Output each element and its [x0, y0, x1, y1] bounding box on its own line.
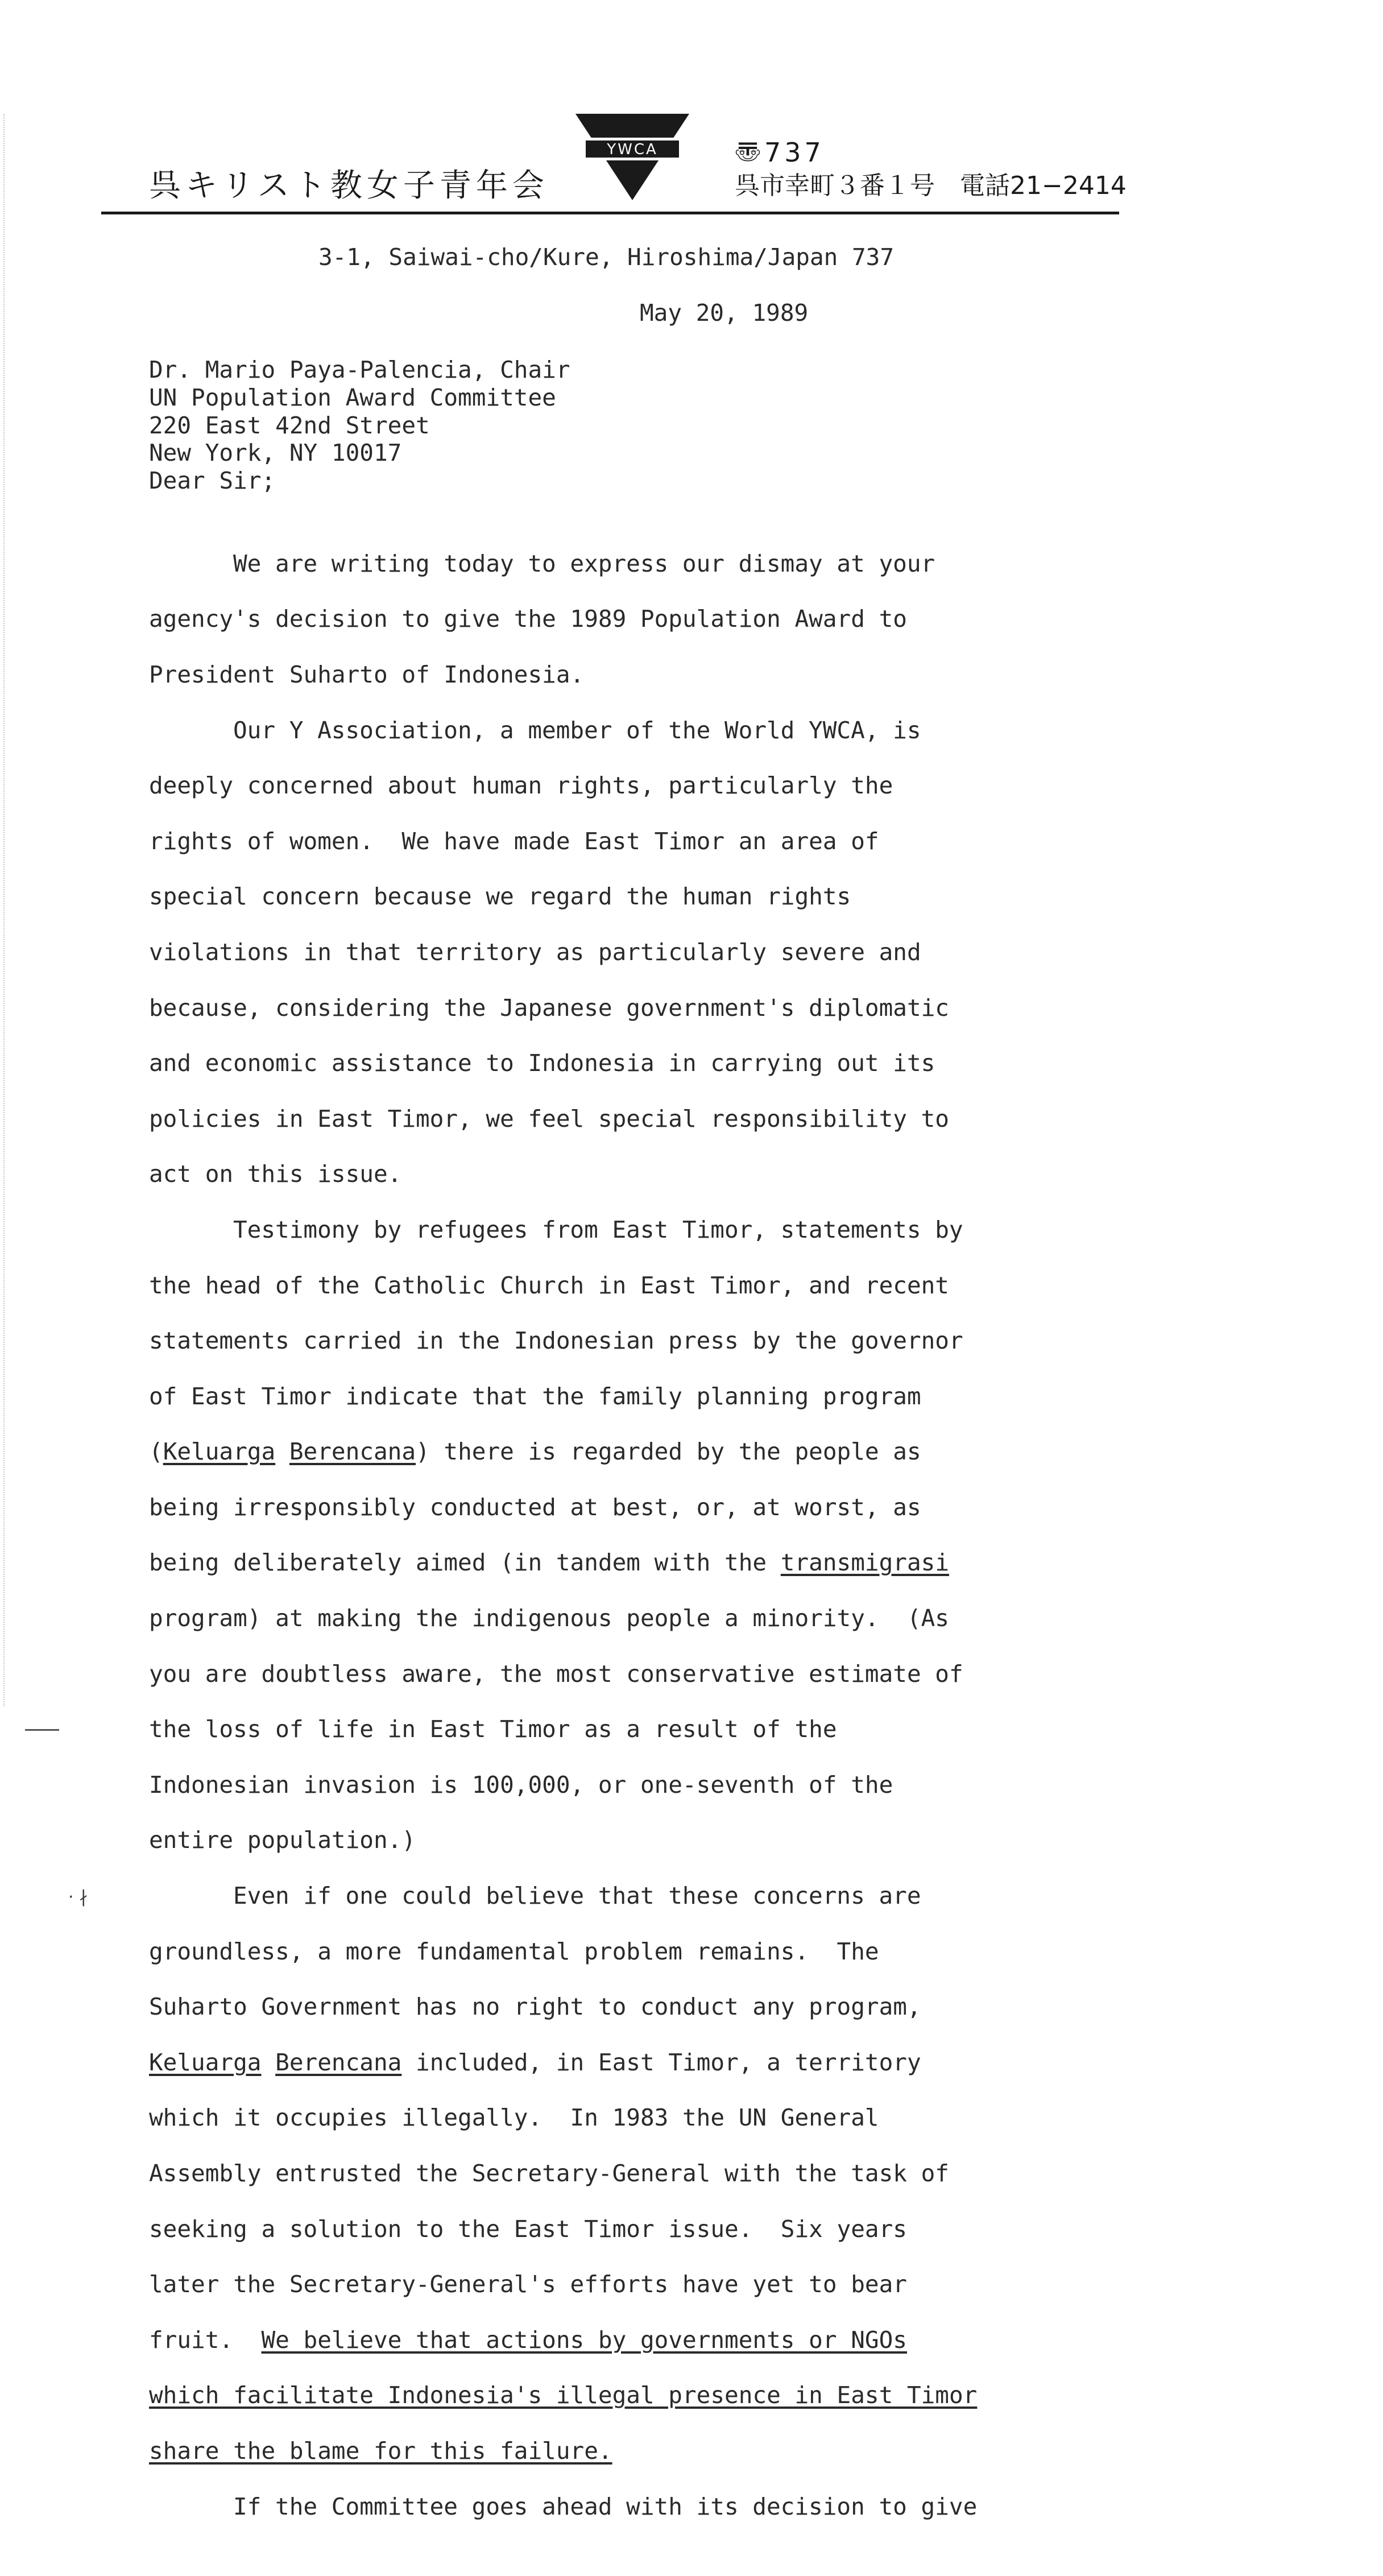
- body-line: which it occupies illegally. In 1983 the UN General: [149, 2104, 879, 2132]
- body-line: (Keluarga Berencana) there is regarded by the people as: [149, 1438, 921, 1466]
- underlined-sentence: We believe that actions by governments or NGOs: [261, 2326, 907, 2354]
- body-line: the head of the Catholic Church in East Timor, and recent: [149, 1271, 949, 1299]
- recipient-block: [149, 356, 570, 495]
- body-line: [149, 2437, 977, 2465]
- logo-text: YWCA: [607, 141, 658, 158]
- body-line: and economic assistance to Indonesia in carrying out its: [149, 1049, 935, 1077]
- body-line: If the Committee goes ahead with its decision to give: [233, 2492, 978, 2520]
- margin-dash-mark: [25, 1729, 59, 1731]
- salutation: Dear Sir;: [149, 467, 276, 495]
- corner-scan-mark: · ∤: [68, 1887, 88, 1907]
- body-line: President Suharto of Indonesia.: [149, 660, 585, 688]
- body-line: policies in East Timor, we feel special responsibility to: [149, 1105, 949, 1132]
- body-line: violations in that territory as particularly severe and: [149, 938, 921, 966]
- underlined-term: Keluarga: [163, 1438, 276, 1466]
- body-line: rights of women. We have made East Timor an area of: [149, 827, 879, 855]
- underlined-sentence: which facilitate Indonesia's illegal presence in East Timor: [149, 2381, 978, 2409]
- body-line: Assembly entrusted the Secretary-General with the task of: [149, 2160, 949, 2188]
- body-line: you are doubtless aware, the most conservative estimate of: [149, 1660, 963, 1688]
- body-line: agency's decision to give the 1989 Population Award to: [149, 605, 907, 633]
- header-divider: [101, 212, 1119, 214]
- underlined-term: Berencana: [289, 1438, 416, 1466]
- body-line: Suharto Government has no right to conduct any program,: [149, 1993, 921, 2021]
- recipient-organization: UN Population Award Committee: [149, 383, 556, 411]
- body-line: [149, 2381, 977, 2409]
- japanese-address-phone: 呉市幸町３番１号 電話21−2414: [735, 171, 1127, 200]
- body-line: deeply concerned about human rights, particularly the: [149, 772, 893, 800]
- ywca-logo: [572, 111, 693, 202]
- body-line: Keluarga Berencana included, in East Timor, a territory: [149, 2048, 921, 2076]
- recipient-name: Dr. Mario Paya-Palencia, Chair: [149, 356, 570, 383]
- english-address: 3-1, Saiwai-cho/Kure, Hiroshima/Japan 737: [318, 243, 895, 271]
- body-line: program) at making the indigenous people a minority. (As: [149, 1605, 949, 1632]
- body-line: fruit. We believe that actions by governments or NGOs: [149, 2326, 907, 2354]
- recipient-street: 220 East 42nd Street: [149, 411, 430, 439]
- underlined-term: transmigrasi: [780, 1549, 950, 1577]
- underlined-term: Keluarga: [149, 2048, 262, 2076]
- postal-code: 〠737: [735, 137, 825, 168]
- body-line: being deliberately aimed (in tandem with the transmigrasi: [149, 1549, 950, 1577]
- body-line: We are writing today to express our dismay at your: [233, 549, 935, 577]
- body-line: special concern because we regard the human rights: [149, 883, 851, 911]
- body-line: Indonesian invasion is 100,000, or one-seventh of the: [149, 1771, 893, 1798]
- body-line: groundless, a more fundamental problem remains. The: [149, 1937, 879, 1965]
- body-line: Testimony by refugees from East Timor, statements by: [233, 1215, 963, 1243]
- body-line: being irresponsibly conducted at best, or, at worst, as: [149, 1493, 921, 1521]
- body-line: Even if one could believe that these concerns are: [233, 1882, 921, 1910]
- body-line: seeking a solution to the East Timor issue. Six years: [149, 2215, 907, 2243]
- org-name-japanese: 呉キリスト教女子青年会: [149, 167, 549, 204]
- body-line: entire population.): [149, 1826, 416, 1854]
- body-line: because, considering the Japanese government's diplomatic: [149, 994, 949, 1022]
- body-line: Our Y Association, a member of the World YWCA, is: [233, 716, 921, 744]
- underlined-term: Berencana: [275, 2048, 402, 2076]
- body-line: later the Secretary-General's efforts have yet to bear: [149, 2271, 907, 2298]
- left-margin-scan-marks: [3, 114, 6, 1706]
- body-line: of East Timor indicate that the family planning program: [149, 1382, 921, 1410]
- letter-date: May 20, 1989: [640, 299, 809, 326]
- body-line: statements carried in the Indonesian press by the governor: [149, 1327, 963, 1355]
- letter-body: [149, 522, 977, 2576]
- body-line: act on this issue.: [149, 1160, 402, 1188]
- recipient-city: New York, NY 10017: [149, 439, 402, 467]
- underlined-sentence: share the blame for this failure.: [149, 2437, 612, 2465]
- body-line: the loss of life in East Timor as a result of the: [149, 1715, 837, 1743]
